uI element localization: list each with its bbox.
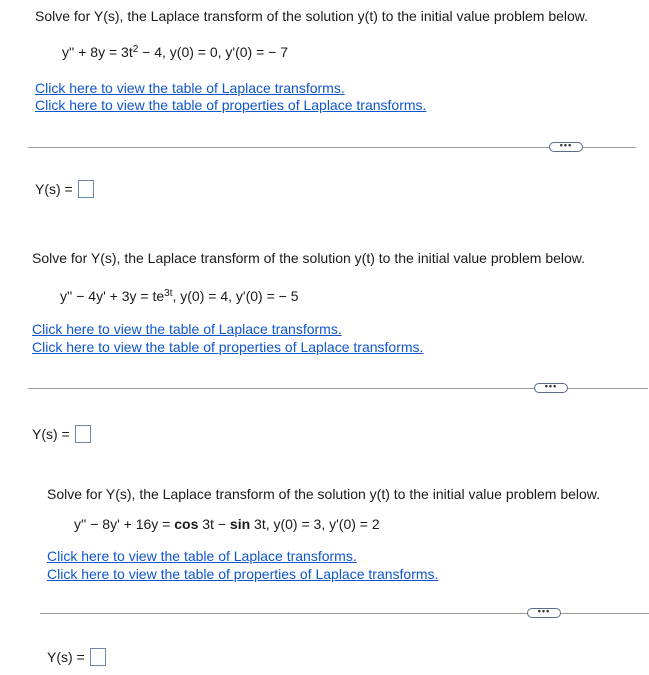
laplace-table-link[interactable]: Click here to view the table of Laplace transforms. [35, 80, 345, 96]
laplace-properties-link[interactable]: Click here to view the table of properties of Laplace transforms. [47, 566, 439, 582]
equation-sin: sin [229, 516, 251, 532]
equation-exponent: 2 [132, 44, 139, 55]
equation-lhs: y'' + 8y = 3t [62, 44, 133, 60]
equation-rest: , y(0) = 4, y'(0) = − 5 [172, 288, 299, 304]
answer-input[interactable] [75, 425, 91, 443]
equation-mid: 3t − [198, 516, 230, 532]
answer-label: Y(s) = [35, 181, 73, 197]
laplace-properties-link[interactable]: Click here to view the table of properties of Laplace transforms. [32, 339, 424, 355]
laplace-table-link[interactable]: Click here to view the table of Laplace transforms. [47, 548, 357, 564]
more-options-button[interactable]: ••• [527, 608, 561, 618]
laplace-properties-link[interactable]: Click here to view the table of properties of Laplace transforms. [35, 97, 427, 113]
problem-prompt: Solve for Y(s), the Laplace transform of the solution y(t) to the initial value problem below. [32, 250, 586, 266]
problem-prompt: Solve for Y(s), the Laplace transform of the solution y(t) to the initial value problem below. [47, 486, 601, 502]
equation-rest: − 4, y(0) = 0, y'(0) = − 7 [138, 44, 289, 60]
problem-equation [74, 516, 380, 532]
answer-input[interactable] [78, 180, 94, 198]
section-divider [28, 147, 636, 148]
equation-lhs: y'' − 4y' + 3y = te [60, 288, 165, 304]
more-options-button[interactable]: ••• [534, 383, 568, 393]
more-options-button[interactable]: ••• [549, 142, 583, 152]
answer-input[interactable] [90, 648, 106, 666]
problem-prompt: Solve for Y(s), the Laplace transform of the solution y(t) to the initial value problem below. [35, 8, 589, 24]
equation-rest: 3t, y(0) = 3, y'(0) = 2 [250, 516, 380, 532]
equation-exponent: 3t [164, 288, 173, 299]
answer-label: Y(s) = [32, 426, 70, 442]
problem-equation [60, 288, 298, 304]
problem-equation [62, 44, 288, 60]
answer-label: Y(s) = [47, 649, 85, 665]
equation-cos: cos [174, 516, 199, 532]
laplace-table-link[interactable]: Click here to view the table of Laplace transforms. [32, 321, 342, 337]
equation-lhs: y'' − 8y' + 16y = [74, 516, 175, 532]
